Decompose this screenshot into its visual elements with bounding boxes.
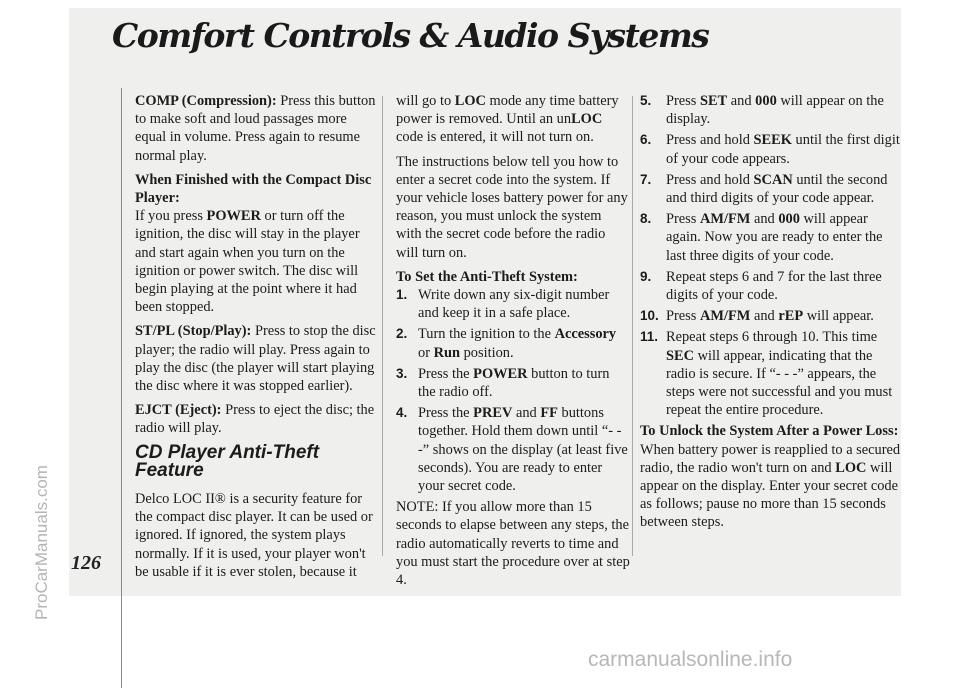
step-text: button to turn the radio off. [418,365,610,401]
step-text: and [512,405,541,422]
prev-keyword: PREV [473,405,513,422]
steps-list-2 [640,92,902,419]
ejct-label: EJCT (Eject): [135,402,222,419]
amfm-keyword: AM/FM [699,211,751,228]
left-margin-rule [121,88,122,688]
zero-code-keyword: 000 [755,93,777,109]
step-text: Press the [418,405,474,422]
step-3 [396,365,630,401]
loc-keyword: LOC [454,93,486,109]
step-10 [640,307,902,325]
step-number: 8. [640,211,652,227]
step-text: Press and hold [666,171,754,188]
step-text: Press [666,308,700,325]
column-divider-2 [632,96,633,556]
step-2 [396,325,630,361]
page-title: Comfort Controls & Audio Systems [112,16,709,55]
step-number: 2. [396,326,408,342]
ejct-paragraph [135,401,379,437]
finished-heading: When Finished with the Compact Disc Player: [135,171,372,207]
step-6 [640,131,902,167]
zero-code-keyword: 000 [778,211,800,228]
column-3 [640,92,902,538]
comp-paragraph [135,92,379,165]
step-text: Press [666,211,700,228]
step-5 [640,92,902,128]
footer-watermark: carmanualsonline.info [588,648,793,671]
step-text: or [418,344,434,361]
finished-text-a: If you press [135,208,207,225]
step-text: and [750,308,779,325]
intro-paragraph [396,92,630,147]
step-text: buttons together. Hold them down until “- - -” shows on the display (at least five seconds). You are ready to enter your secret code. [418,405,628,495]
set-keyword: SET [699,93,728,109]
step-text: until the second and third digits of your code appear. [666,171,888,207]
comp-label: COMP (Compression): [135,93,277,109]
step-1 [396,286,630,322]
power-keyword: POWER [473,365,528,382]
step-number: 9. [640,268,652,284]
unlock-text-c: will appear on the display. Enter your secret code as follows; pause no more than 15 seconds between steps. [640,459,898,531]
ejct-text: Press to eject the disc; the radio will play. [135,402,375,437]
step-number: 11. [640,329,659,345]
step-9 [640,268,902,304]
step-4 [396,404,630,495]
step-number: 5. [640,93,652,108]
stpl-text: Press to stop the disc player; the radio will play. Press again to play the disc (the player will start playing the disc where it was stopped earlier). [135,323,376,395]
stpl-paragraph [135,322,379,395]
step-text: will appear. [803,308,874,325]
step-text: and [727,93,756,109]
unloc-keyword: LOC [571,111,603,128]
accessory-keyword: Accessory [554,326,617,343]
unlock-text-a: When battery power is reapplied to a secured radio, the radio won't turn on and [640,441,901,476]
rep-keyword: rEP [778,308,804,325]
column-1 [135,92,379,587]
step-text: will appear on the display. [666,93,884,128]
step-text: until the first digit of your code appears. [666,132,900,167]
finished-text-c: or turn off the ignition, the disc will stay in the player and start again when you turn on the ignition or power switch. The disc will begin playing at the point where it had been stopped. [135,208,360,316]
step-text: will appear again. Now you are ready to enter the last three digits of your code. [666,211,883,264]
ff-keyword: FF [540,405,558,422]
step-text: Press and hold [666,132,754,149]
scan-keyword: SCAN [753,171,793,188]
comp-text: Press this button to make soft and loud passages more equal in volume. Press again to resume normal play. [135,93,376,164]
intro-text-c: mode any time battery power is removed. Until an un [396,93,619,128]
step-text: position. [460,344,514,361]
amfm-keyword: AM/FM [699,308,751,325]
step-number: 1. [396,287,408,303]
seek-keyword: SEEK [753,132,792,149]
step-text: and [750,211,779,228]
step-text: will appear, indicating that the radio is secure. If “- - -” appears, the steps were not successful and you must repeat the entire procedure. [666,347,893,419]
intro-text-e: code is entered, it will not turn on. [396,129,594,146]
delco-paragraph: Delco LOC II® is a security feature for the compact disc player. It can be used or ignored. If ignored, the system plays normally. If it is used, your player won't be usable if it is ever stolen, because it [135,491,373,580]
unlock-heading: To Unlock the System After a Power Loss: [640,423,899,440]
column-2 [396,92,630,595]
power-keyword: POWER [206,208,261,225]
step-text: Turn the ignition to the [418,326,555,343]
step-text: Repeat steps 6 through 10. This time [666,329,878,346]
step-8 [640,210,902,265]
step-number: 7. [640,171,652,187]
step-number: 4. [396,405,408,421]
set-heading: To Set the Anti-Theft System: [396,268,578,285]
step-number: 10. [640,308,659,324]
stpl-label: ST/PL (Stop/Play): [135,323,252,340]
section-heading: CD Player Anti-Theft Feature [135,441,320,481]
sec-keyword: SEC [666,347,694,364]
intro-text-a: will go to [396,93,455,109]
step-text: Press [666,93,700,109]
step-11 [640,328,902,419]
unlock-paragraph [640,441,902,532]
column-divider-1 [382,96,383,556]
step-number: 6. [640,132,652,148]
step-text: Write down any six-digit number and keep it in a safe place. [418,287,610,322]
note-paragraph: NOTE: If you allow more than 15 seconds to elapse between any steps, the radio automatically reverts to time and you must start the procedure over at step 4. [396,499,630,589]
step-text: Repeat steps 6 and 7 for the last three digits of your code. [666,268,882,304]
steps-list-1 [396,286,630,495]
page-number: 126 [71,552,101,574]
instructions-paragraph: The instructions below tell you how to enter a secret code into the system. If your vehicle loses battery power for any reason, you must unlock the system with the secret code before the radio will turn on. [396,153,628,261]
run-keyword: Run [433,344,460,361]
step-number: 3. [396,365,408,381]
finished-paragraph [135,207,379,316]
step-7 [640,171,902,207]
loc-keyword: LOC [835,459,867,476]
side-watermark: ProCarManuals.com [32,465,51,620]
step-text: Press the [418,365,474,382]
